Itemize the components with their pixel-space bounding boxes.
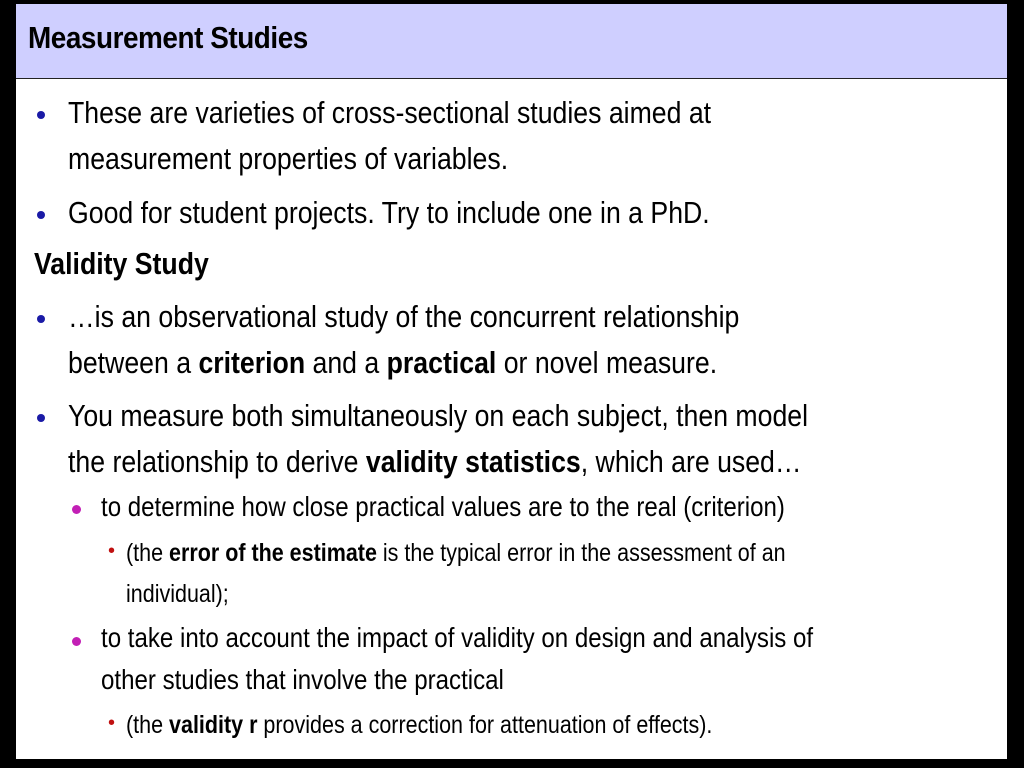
sub-bullet-icon [72,637,81,646]
slide-content [16,79,1007,759]
text-segment: (the [126,539,170,567]
text-segment: the relationship to derive [68,444,366,479]
slide [16,4,1007,759]
sub-sub-bullet-icon: • [108,712,116,734]
bullet-1-line-2: measurement properties of variables. [68,141,509,176]
sub-sub-bullet-2 [126,711,712,740]
sub-bullet-icon [72,505,81,514]
bold-term: practical [386,345,497,380]
text-segment: is the typical error in the assessment of an [376,539,786,567]
bold-term: validity r [169,711,258,739]
text-segment: (the [126,711,170,739]
bullet-icon [37,414,45,422]
sub-sub-bullet-1-line-2: individual); [126,580,229,608]
text-segment: , which are used… [580,444,802,479]
bullet-icon [37,111,45,119]
text-segment: between a [68,345,199,380]
bold-term: error of the estimate [169,539,377,567]
sub-sub-bullet-1-line-1 [126,539,786,568]
bullet-2: Good for student projects. Try to include one in a PhD. [68,195,710,230]
bold-term: validity statistics [365,444,581,479]
text-segment: and a [305,345,387,380]
text-segment: provides a correction for attenuation of effects). [257,711,713,739]
slide-title: Measurement Studies [28,20,308,55]
sub-bullet-2-line-1: to take into account the impact of validity on design and analysis of [101,622,814,653]
sub-bullet-2-line-2: other studies that involve the practical [101,664,504,695]
text-segment: or novel measure. [496,345,718,380]
bullet-icon [37,315,45,323]
bullet-3-line-1: …is an observational study of the concurrent relationship [68,299,740,334]
title-bar [16,4,1007,79]
bullet-icon [37,211,45,219]
bullet-4-line-2 [68,444,802,480]
section-heading: Validity Study [34,246,209,281]
bullet-4-line-1: You measure both simultaneously on each subject, then model [68,398,809,433]
sub-sub-bullet-icon: • [108,540,116,562]
bullet-1-line-1: These are varieties of cross-sectional studies aimed at [68,95,712,130]
bullet-3-line-2 [68,345,717,381]
bold-term: criterion [198,345,306,380]
sub-bullet-1: to determine how close practical values are to the real (criterion) [101,491,785,522]
